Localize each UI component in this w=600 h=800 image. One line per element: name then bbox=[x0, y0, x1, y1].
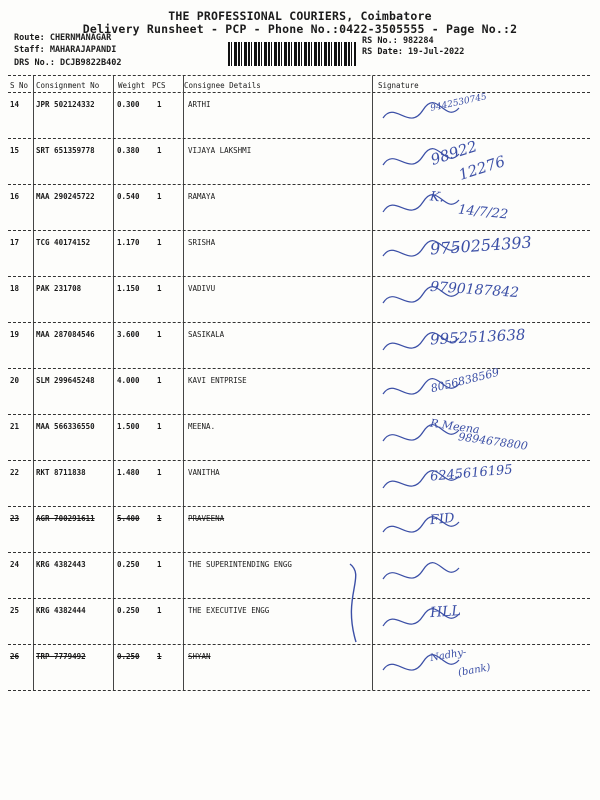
staff-label: Staff: MAHARAJAPANDI bbox=[14, 45, 117, 55]
row-sno: 16 bbox=[10, 192, 20, 201]
row-weight: 0.300 bbox=[117, 100, 140, 109]
row-pcs: 1 bbox=[157, 422, 162, 431]
signature-scribble bbox=[375, 602, 590, 640]
row-weight: 0.250 bbox=[117, 560, 140, 569]
row-weight: 0.540 bbox=[117, 192, 140, 201]
signature-text: 9442530745 bbox=[429, 92, 488, 114]
row-divider bbox=[8, 230, 590, 231]
signature-text: 9952513638 bbox=[429, 325, 526, 349]
row-pcs: 1 bbox=[157, 606, 162, 615]
signature-text: (bank) bbox=[457, 662, 492, 679]
signature-text: 14/7/22 bbox=[457, 202, 509, 223]
row-divider bbox=[8, 276, 590, 277]
col-sno: S No bbox=[10, 81, 29, 90]
row-consignment-no: JPR 502124332 bbox=[36, 100, 95, 109]
row-signature bbox=[375, 510, 590, 548]
row-sno: 25 bbox=[10, 606, 20, 615]
row-divider bbox=[8, 184, 590, 185]
col-signature: Signature bbox=[378, 81, 419, 90]
row-consignment-no: MAA 287084546 bbox=[36, 330, 95, 339]
route-label: Route: CHERNMANAGAR bbox=[14, 33, 112, 43]
col-weight: Weight bbox=[118, 81, 146, 90]
row-consignee: SASIKALA bbox=[188, 330, 225, 339]
row-consignee: THE EXECUTIVE ENGG bbox=[188, 606, 270, 615]
row-consignee: VANITHA bbox=[188, 468, 220, 477]
row-weight: 0.380 bbox=[117, 146, 140, 155]
row-signature bbox=[375, 602, 590, 640]
row-consignment-no: RKT 8711838 bbox=[36, 468, 86, 477]
signature-text: 9790187842 bbox=[429, 278, 520, 302]
signature-text: K. bbox=[429, 189, 445, 206]
row-pcs: 1 bbox=[157, 330, 162, 339]
row-pcs: 1 bbox=[157, 146, 162, 155]
row-divider bbox=[8, 460, 590, 461]
row-pcs: 1 bbox=[157, 238, 162, 247]
row-weight: 1.500 bbox=[117, 422, 140, 431]
row-sno: 26 bbox=[10, 652, 20, 661]
signature-text: 6245616195 bbox=[429, 462, 514, 485]
row-consignment-no: PAK 231708 bbox=[36, 284, 82, 293]
row-sno: 15 bbox=[10, 146, 20, 155]
company-title: THE PROFESSIONAL COURIERS, Coimbatore bbox=[168, 9, 432, 23]
row-pcs: 1 bbox=[157, 514, 162, 523]
rs-date: RS Date: 19-Jul-2022 bbox=[362, 47, 465, 57]
signature-text: 8056838569 bbox=[429, 365, 501, 396]
row-sno: 24 bbox=[10, 560, 20, 569]
signature-text: Nadhy- bbox=[429, 646, 468, 665]
signature-text: HLL bbox=[429, 602, 462, 622]
row-sno: 23 bbox=[10, 514, 20, 523]
row-consignment-no: AGR 700291611 bbox=[36, 514, 95, 523]
row-weight: 1.480 bbox=[117, 468, 140, 477]
header-top-divider bbox=[8, 75, 590, 76]
signature-text: 9894678800 bbox=[457, 430, 529, 453]
col-pcs: PCS bbox=[152, 81, 166, 90]
row-sno: 17 bbox=[10, 238, 20, 247]
drs-label: DRS No.: DCJB9822B402 bbox=[14, 58, 122, 68]
row-sno: 14 bbox=[10, 100, 20, 109]
row-weight: 0.250 bbox=[117, 606, 140, 615]
pen-stroke-decoration bbox=[338, 556, 378, 646]
signature-text: 9750254393 bbox=[429, 232, 533, 259]
row-consignment-no: MAA 566336550 bbox=[36, 422, 95, 431]
row-pcs: 1 bbox=[157, 192, 162, 201]
row-divider bbox=[8, 368, 590, 369]
row-pcs: 1 bbox=[157, 100, 162, 109]
signature-text: 98922 bbox=[428, 137, 480, 169]
col-consignment: Consignment No bbox=[36, 81, 100, 90]
row-sno: 20 bbox=[10, 376, 20, 385]
row-consignee: PRAVEENA bbox=[188, 514, 225, 523]
row-consignment-no: MAA 290245722 bbox=[36, 192, 95, 201]
row-weight: 1.150 bbox=[117, 284, 140, 293]
row-weight: 4.000 bbox=[117, 376, 140, 385]
row-consignee: THE SUPERINTENDING ENGG bbox=[188, 560, 292, 569]
row-pcs: 1 bbox=[157, 284, 162, 293]
row-divider bbox=[8, 552, 590, 553]
row-consignee: MEENA. bbox=[188, 422, 216, 431]
row-divider bbox=[8, 644, 590, 645]
row-consignee: RAMAYA bbox=[188, 192, 216, 201]
row-consignment-no: KRG 4382443 bbox=[36, 560, 86, 569]
signature-text: 12276 bbox=[456, 152, 508, 184]
row-divider bbox=[8, 414, 590, 415]
row-divider bbox=[8, 598, 590, 599]
row-sno: 19 bbox=[10, 330, 20, 339]
row-consignment-no: TRP 7779492 bbox=[36, 652, 86, 661]
row-consignee: ARTHI bbox=[188, 100, 211, 109]
row-weight: 1.170 bbox=[117, 238, 140, 247]
row-consignment-no: TCG 40174152 bbox=[36, 238, 91, 247]
signature-scribble bbox=[375, 556, 590, 594]
row-divider bbox=[8, 506, 590, 507]
row-weight: 3.600 bbox=[117, 330, 140, 339]
row-sno: 18 bbox=[10, 284, 20, 293]
barcode bbox=[228, 42, 356, 66]
row-consignee: SHYAN bbox=[188, 652, 211, 661]
row-consignee: SRISHA bbox=[188, 238, 216, 247]
col-consignee: Consignee Details bbox=[184, 81, 261, 90]
row-sno: 22 bbox=[10, 468, 20, 477]
row-pcs: 1 bbox=[157, 560, 162, 569]
signature-scribble bbox=[375, 510, 590, 548]
row-divider bbox=[8, 690, 590, 691]
row-consignee: KAVI ENTPRISE bbox=[188, 376, 247, 385]
row-sno: 21 bbox=[10, 422, 20, 431]
header-bottom-divider bbox=[8, 92, 590, 93]
rs-number: RS No.: 982284 bbox=[362, 36, 434, 46]
row-pcs: 1 bbox=[157, 652, 162, 661]
row-weight: 0.250 bbox=[117, 652, 140, 661]
row-consignment-no: KRG 4382444 bbox=[36, 606, 86, 615]
row-divider bbox=[8, 138, 590, 139]
row-consignee: VIJAYA LAKSHMI bbox=[188, 146, 252, 155]
row-consignment-no: SRT 651359778 bbox=[36, 146, 95, 155]
row-weight: 5.400 bbox=[117, 514, 140, 523]
row-pcs: 1 bbox=[157, 468, 162, 477]
row-consignment-no: SLM 299645248 bbox=[36, 376, 95, 385]
runsheet-subtitle: Delivery Runsheet - PCP - Phone No.:0422-3505555 - Page No.:2 bbox=[82, 22, 518, 36]
row-pcs: 1 bbox=[157, 376, 162, 385]
signature-text: FID bbox=[429, 510, 456, 529]
row-consignee: VADIVU bbox=[188, 284, 216, 293]
row-signature bbox=[375, 556, 590, 594]
signature-text: R.Meena bbox=[429, 416, 481, 437]
row-divider bbox=[8, 322, 590, 323]
